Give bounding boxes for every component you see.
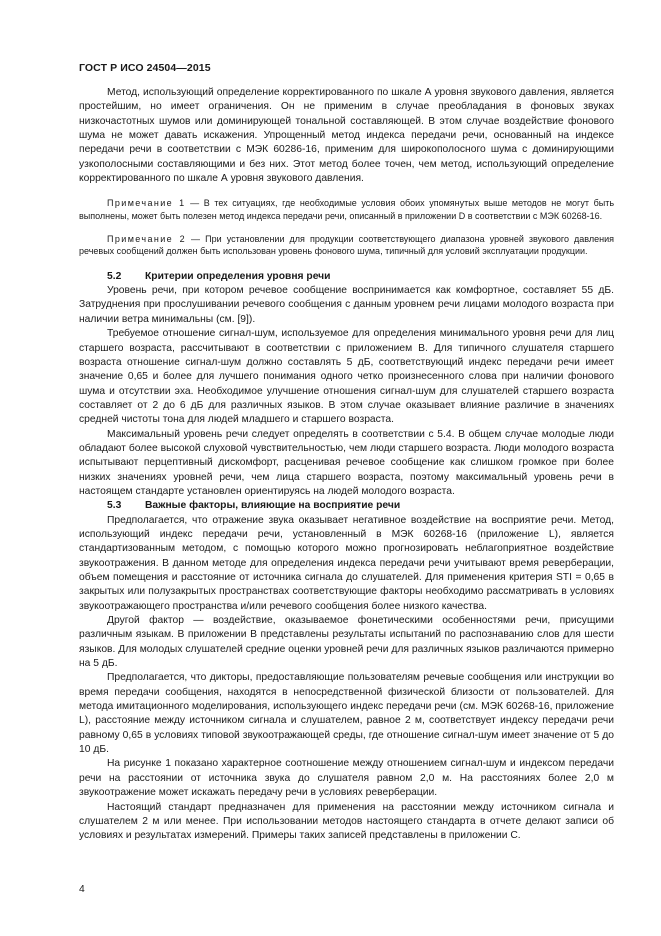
page-number: 4 <box>79 884 85 895</box>
paragraph: Требуемое отношение сигнал-шум, используемое для определения минимального уровня речи для лиц старшего возраста, рассчитывают в соответствии с приложением В. Для типичного слушателя старшего возраста отношение сигнал-шум должно составлять 5 дБ, соответствующий индекс передачи речи имеет значение 0,65 и более для лучшего понимания одного четко произнесенного слова при наличии фонового шума и отсутствии эха. Необходимое улучшение отношения сигнал-шум для слушателей старшего возраста составляет от 2 до 6 дБ для различных языков. В этом случае оказывает влияние различие в значениях средней чистоты тона для людей младшего и старшего возраста. <box>79 328 614 426</box>
note-2 <box>79 233 614 258</box>
document-header: ГОСТ Р ИСО 24504—2015 <box>79 62 211 74</box>
section-title: Критерии определения уровня речи <box>145 270 331 282</box>
note-1 <box>79 197 614 222</box>
section-heading-5-2 <box>79 270 614 284</box>
section-number: 5.2 <box>107 270 122 282</box>
paragraph: Предполагается, что дикторы, предоставляющие пользователям речевые сообщения или инструкции во время передачи сообщения, находятся в непосредственной физической близости от пользователей. Для метода имитационного моделирования, использующего индекс передачи речи (см. МЭК 60268-16, приложение L), расстояние между источником сигнала и слушателем, равное 2 м, соответствует индексу передачи речи равному 0,65 в условиях типовой звукоотражающей среды, где отношение сигнал-шум имеет значение от 5 до 10 дБ. <box>79 672 614 756</box>
document-body <box>79 86 614 844</box>
paragraph: Настоящий стандарт предназначен для применения на расстоянии между источником сигнала и слушателем 2 м или менее. При использовании методов настоящего стандарта в отчете делают записи об условиях и результатах измерений. Примеры таких записей представлены в приложении С. <box>79 801 614 842</box>
paragraph: На рисунке 1 показано характерное соотношение между отношением сигнал-шум и индексом передачи речи на расстоянии от источника звука до слушателя равном 2,0 м. На расстояниях более 2,0 м звукоотражение может искажать передачу речи в условиях реверберации. <box>79 758 614 799</box>
section-number: 5.3 <box>107 500 122 512</box>
note-label: Примечание 2 <box>107 233 186 244</box>
paragraph: Метод, использующий определение корректированного по шкале А уровня звукового давления, является простейшим, но имеет ограничения. Он не применим в случае преобладания в фоновых звуках низкочастотных шумов или доминирующей тональной составляющей. В этом случае воздействие фонового шума не может давать искажения. Упрощенный метод индекса передачи речи, основанный на индексе передачи речи в соответствии с МЭК 60286-16, применим для широкополосного шума с доминирующими узкополосными составляющими и без них. Этот метод более точен, чем метод, использующий определение корректированного по шкале А уровня звукового давления. <box>79 87 614 185</box>
paragraph: Уровень речи, при котором речевое сообщение воспринимается как комфортное, составляет 55 дБ. Затруднения при прослушивании речевого сообщения с данным уровнем речи лицами молодого возраста при наличии ветра минимальны (см. [9]). <box>79 285 614 325</box>
note-text: — В тех ситуациях, где необходимые условия обоих упомянутых выше методов не могут быть выполнены, может быть полезен метод индекса передачи речи, описанный в приложении D в соответствии с МЭК 60268-16. <box>79 198 615 221</box>
note-text: — При установлении для продукции соответствующего диапазона уровней звукового давления речевых сообщений должен быть использован уровень фонового шума, типичный для условий эксплуатации продукции. <box>79 233 614 257</box>
section-title: Важные факторы, влияющие на восприятие речи <box>145 500 401 512</box>
paragraph: Максимальный уровень речи следует определять в соответствии с 5.4. В общем случае молодые люди обладают более высокой слуховой чувствительностью, чем люди старшего возраста. Люди молодого возраста испытывают перцептивный дискомфорт, расценивая речевое сообщение как слишком громкое при более низких значениях уровней речи, чем лица старшего возраста, поэтому максимальный уровень речи в настоящем стандарте установлен ориентируясь на людей молодого возраста. <box>79 428 614 497</box>
paragraph: Другой фактор — воздействие, оказываемое фонетическими особенностями речи, присущими различным языкам. В приложении В представлены результаты испытаний по распознаванию слов для шести языков. Для молодых слушателей средние оценки уровней речи для различных языков различаются примерно на 5 дБ. <box>79 615 614 670</box>
section-heading-5-3 <box>79 499 614 513</box>
paragraph: Предполагается, что отражение звука оказывает негативное воздействие на восприятие речи. Метод, использующий индекс передачи речи, установленный в МЭК 60268-16 (приложение L), является стандартизованным методом, с помощью которого можно прогнозировать неблагоприятное воздействие звукоотражения. В данном методе для определения индекса передачи речи учитывают время реверберации, объем помещения и расстояние от источника сигнала до слушателей. Для применения критерия STI = 0,65 в закрытых или полузакрытых пространствах соответствующие факторы необходимо рассматривать в условиях звукоотражающего пространства и/или речевого сообщения более низкого качества. <box>79 514 614 612</box>
note-label: Примечание 1 <box>107 198 186 209</box>
